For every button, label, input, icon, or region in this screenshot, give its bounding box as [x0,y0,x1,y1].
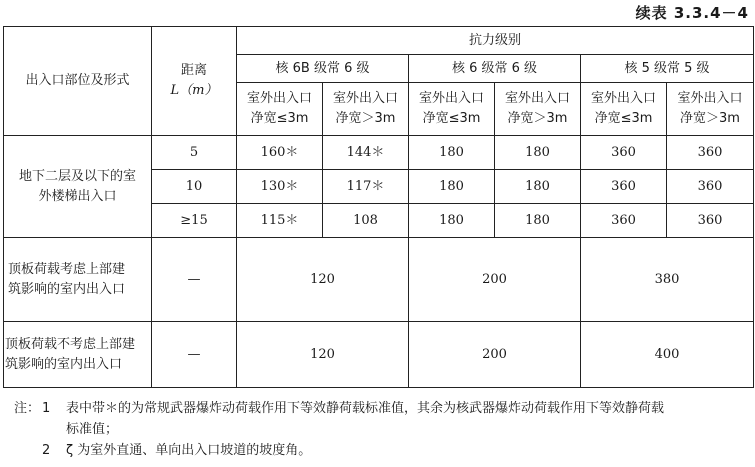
note-text: ζ 为室外直通、单向出入口坡道的坡度角。 [66,443,312,458]
value-cell: 200 [409,238,581,322]
value-cell: 360 [667,204,754,238]
value-cell: 120 [237,238,409,322]
note-item-1-cont [14,419,750,440]
notes-label: 注： [14,401,41,416]
sub-header-3-line2: 净宽≤3m [422,111,481,126]
distance-cell: — [152,322,237,388]
roof-label-2-line2: 筑影响的室内出入口 [5,356,123,372]
sub-header-2-line2: 净宽＞3m [335,111,396,126]
value-cell: 400 [581,322,754,388]
value-cell: 180 [409,204,495,238]
distance-cell: — [152,238,237,322]
value-cell: 130＊ [237,170,323,204]
group-header-3: 核 5 级常 5 级 [581,55,754,83]
sub-header-1 [237,83,323,136]
value-cell: 200 [409,322,581,388]
stair-label [4,136,152,238]
distance-cell: ≥15 [152,204,237,238]
value-cell: 160＊ [237,136,323,170]
table-row [4,238,754,322]
roof-label-2-line1: 顶板荷载不考虑上部建 [5,336,136,352]
roof-label-2 [4,322,152,388]
sub-header-6-line1: 室外出入口 [677,91,743,106]
note-text: 表中带＊的为常规武器爆炸动荷载作用下等效静荷载标准值，其余为核武器爆炸动荷载作用下等效静荷载 [66,401,665,416]
value-cell: 108 [323,204,409,238]
value-cell: 180 [495,136,581,170]
sub-header-5 [581,83,667,136]
sub-header-2 [323,83,409,136]
value-cell: 180 [409,170,495,204]
group-header-2: 核 6 级常 6 级 [409,55,581,83]
value-cell: 117＊ [323,170,409,204]
value-cell: 360 [667,136,754,170]
roof-label-1 [4,238,152,322]
distance-cell: 5 [152,136,237,170]
note-number: 2 [42,443,51,458]
value-cell: 180 [495,170,581,204]
table-notes [14,398,750,461]
distance-header [152,27,237,136]
distance-header-line1: 距离 [180,63,207,78]
load-table [3,26,754,388]
table-row [4,136,754,170]
table-row [4,322,754,388]
value-cell: 360 [667,170,754,204]
sub-header-5-line1: 室外出入口 [590,91,656,106]
distance-cell: 10 [152,170,237,204]
sub-header-2-line1: 室外出入口 [332,91,398,106]
value-cell: 120 [237,322,409,388]
entrance-header: 出入口部位及形式 [4,27,152,136]
group-header-1: 核 6B 级常 6 级 [237,55,409,83]
resistance-header: 抗力级别 [237,27,754,55]
sub-header-4-line1: 室外出入口 [504,91,570,106]
table-caption: 续表 3.3.4－4 [635,4,749,22]
note-item-1 [14,398,750,419]
sub-header-6-line2: 净宽＞3m [680,111,740,126]
sub-header-4-line2: 净宽＞3m [507,111,568,126]
stair-label-line1: 地下二层及以下的室 [18,168,136,184]
value-cell: 360 [581,204,667,238]
stair-label-line2: 外楼梯出入口 [38,188,117,204]
note-item-2 [14,440,750,461]
distance-header-line2: L（m） [170,83,218,98]
note-number: 1 [42,401,51,416]
value-cell: 180 [495,204,581,238]
roof-label-1-line1: 顶板荷载考虑上部建 [8,261,126,277]
sub-header-4 [495,83,581,136]
sub-header-1-line2: 净宽≤3m [250,111,309,126]
sub-header-3-line1: 室外出入口 [418,91,484,106]
value-cell: 360 [581,170,667,204]
value-cell: 360 [581,136,667,170]
value-cell: 180 [409,136,495,170]
value-cell: 144＊ [323,136,409,170]
roof-label-1-line2: 筑影响的室内出入口 [8,281,126,297]
sub-header-3 [409,83,495,136]
value-cell: 115＊ [237,204,323,238]
sub-header-1-line1: 室外出入口 [246,91,312,106]
value-cell: 380 [581,238,754,322]
note-text-continued: 标准值； [66,422,119,437]
sub-header-6 [667,83,754,136]
sub-header-5-line2: 净宽≤3m [594,111,653,126]
